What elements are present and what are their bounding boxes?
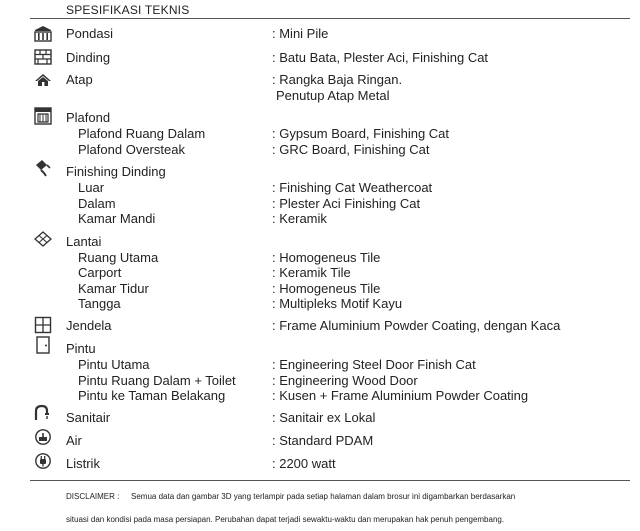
spec-label: Atap [66, 72, 93, 87]
tile-icon [34, 230, 52, 248]
spec-value: : Multipleks Motif Kayu [272, 296, 403, 311]
window-icon [34, 316, 52, 334]
spec-value: : Gypsum Board, Finishing Cat [272, 126, 450, 141]
spec-value: : Homogeneus Tile [272, 281, 381, 296]
spec-label: Finishing Dinding [66, 164, 166, 179]
spec-value: : Mini Pile [272, 26, 329, 41]
paint-roller-icon [34, 159, 52, 177]
plug-icon [34, 452, 52, 470]
spec-label: Pintu [66, 341, 96, 356]
faucet-icon [34, 404, 52, 422]
door-icon [34, 336, 52, 354]
spec-value: : Finishing Cat Weathercoat [272, 180, 433, 195]
spec-label: Jendela [66, 318, 112, 333]
bank-icon [34, 25, 52, 43]
disclaimer-text-line1: Semua data dan gambar 3D yang terlampir pada setiap halaman dalam brosur ini digambarkan berdasarkan [131, 492, 516, 501]
spec-value: : Homogeneus Tile [272, 250, 381, 265]
spec-label: Sanitair [66, 410, 111, 425]
spec-value: : Engineering Steel Door Finish Cat [272, 357, 476, 372]
spec-label: Listrik [66, 456, 100, 471]
spec-value: : Engineering Wood Door [272, 373, 418, 388]
spec-value: : Frame Aluminium Powder Coating, dengan Kaca [272, 318, 561, 333]
spec-label: Air [66, 433, 82, 448]
spec-value: : Standard PDAM [272, 433, 374, 448]
spec-value: : Keramik [272, 211, 327, 226]
spec-label: Pintu Ruang Dalam + Toilet [78, 373, 236, 388]
spec-label: Pintu Utama [78, 357, 150, 372]
spec-value: : Kusen + Frame Aluminium Powder Coating [272, 388, 529, 403]
spec-label: Luar [78, 180, 105, 195]
spec-label: Kamar Tidur [78, 281, 149, 296]
disclaimer-text-line2: situasi dan kondisi pada masa persiapan. Perubahan dapat terjadi sewaktu-waktu dan merupakan hak penuh pengembang. [66, 515, 505, 524]
spec-label: Pondasi [66, 26, 113, 41]
title-divider [30, 18, 630, 19]
spec-value: : GRC Board, Finishing Cat [272, 142, 430, 157]
spec-label: Lantai [66, 234, 102, 249]
spec-value: : Rangka Baja Ringan. [272, 72, 403, 87]
spec-value: : Plester Aci Finishing Cat [272, 196, 421, 211]
spec-label: Ruang Utama [78, 250, 159, 265]
footer-divider [30, 480, 630, 481]
page-title: SPESIFIKASI TEKNIS [66, 3, 190, 17]
spec-value: : Batu Bata, Plester Aci, Finishing Cat [272, 50, 489, 65]
spec-label: Plafond [66, 110, 111, 125]
spec-value: : Keramik Tile [272, 265, 351, 280]
spec-label: Plafond Ruang Dalam [78, 126, 206, 141]
spec-label: Dinding [66, 50, 111, 65]
spec-label: Dalam [78, 196, 116, 211]
disclaimer-label: DISCLAIMER : [66, 492, 120, 501]
spec-label: Tangga [78, 296, 121, 311]
wall-icon [34, 48, 52, 66]
spec-value: Penutup Atap Metal [276, 88, 390, 103]
spec-label: Pintu ke Taman Belakang [78, 388, 226, 403]
spec-label: Plafond Oversteak [78, 142, 185, 157]
spec-value: : 2200 watt [272, 456, 336, 471]
ceiling-icon [34, 107, 52, 125]
spec-label: Kamar Mandi [78, 211, 156, 226]
water-meter-icon [34, 428, 52, 446]
spec-label: Carport [78, 265, 122, 280]
roof-icon [34, 71, 52, 89]
spec-value: : Sanitair ex Lokal [272, 410, 376, 425]
